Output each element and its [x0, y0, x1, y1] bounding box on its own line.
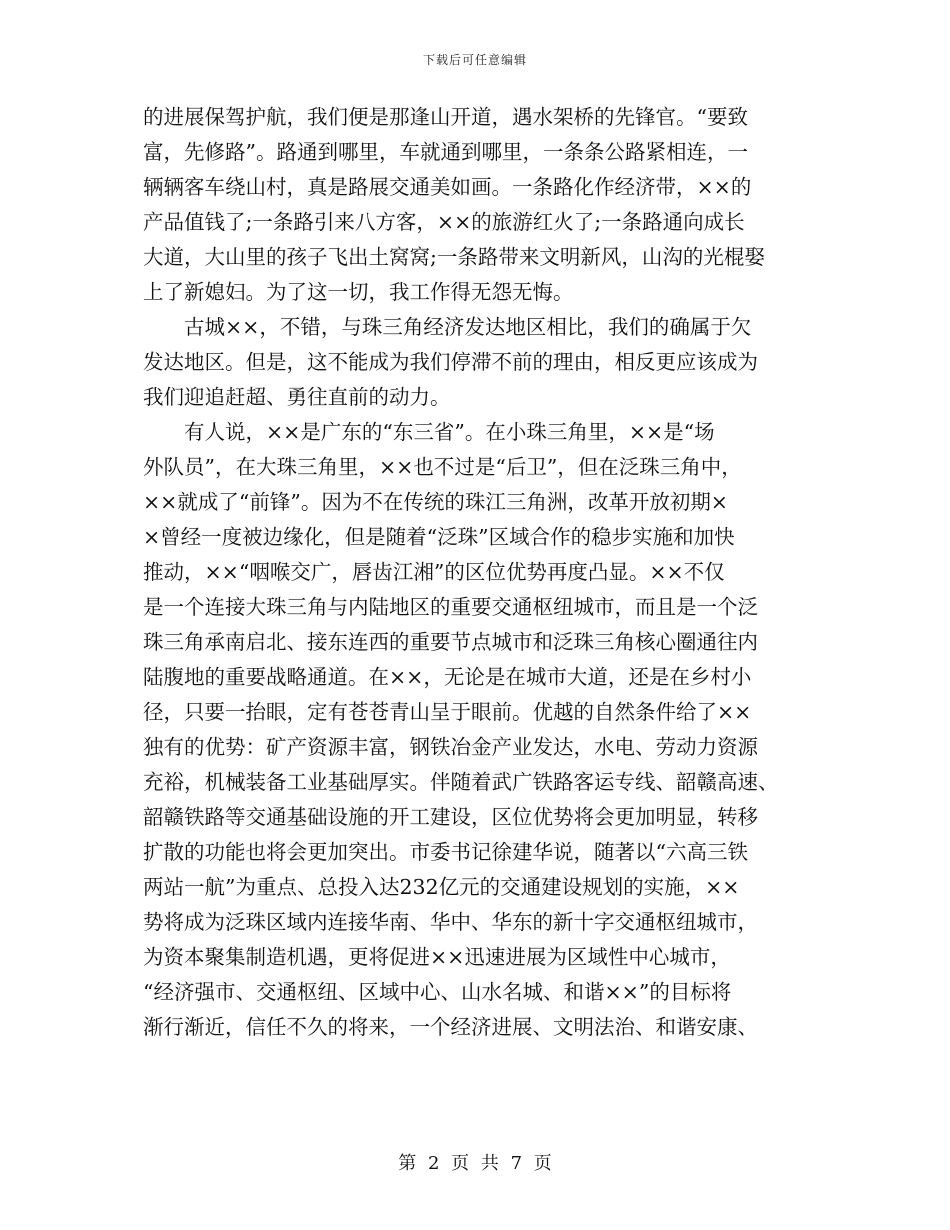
body-line: 外队员”，在大珠三角里，××也不过是“后卫”，但在泛珠三角中， — [143, 455, 742, 479]
total-unit-label: 页 — [533, 1153, 552, 1174]
body-line: “经济强市、交通枢纽、区域中心、山水名城、和谐××”的目标将 — [143, 980, 732, 1004]
body-line: 我们迎追赶超、勇往直前的动力。 — [143, 385, 451, 409]
body-line: 扩散的功能也将会更加突出。市委书记徐建华说，随著以“六高三铁 — [143, 840, 748, 864]
body-line: ×曾经一度被边缘化，但是随着“泛珠”区域合作的稳步实施和加快 — [143, 525, 735, 549]
body-line: 势将成为泛珠区域内连接华南、华中、华东的新十字交通枢纽城市， — [143, 910, 758, 934]
total-pages-number: 7 — [510, 1153, 523, 1174]
body-line: 陆腹地的重要战略通道。在××，无论是在城市大道，还是在乡村小 — [143, 665, 752, 689]
body-line: 大道，大山里的孩子飞出土窝窝;一条路带来文明新风，山沟的光棍娶 — [143, 245, 765, 269]
body-line: 珠三角承南启北、接东连西的重要节点城市和泛珠三角核心圈通往内 — [143, 630, 758, 654]
body-line: 古城××，不错，与珠三角经济发达地区相比，我们的确属于欠 — [143, 315, 752, 339]
body-line: 韶赣铁路等交通基础设施的开工建设，区位优势将会更加明显，转移 — [143, 805, 758, 829]
body-line: 辆辆客车绕山村，真是路展交通美如画。一条路化作经济带，××的 — [143, 175, 752, 199]
body-line: 两站一航”为重点、总投入达232亿元的交通建设规划的实施，×× — [143, 875, 740, 899]
page-footer — [0, 1152, 950, 1176]
body-line: 富，先修路”。路通到哪里，车就通到哪里，一条条公路紧相连，一 — [143, 140, 748, 164]
body-line: 的进展保驾护航，我们便是那逢山开道，遇水架桥的先锋官。“要致 — [143, 105, 748, 129]
page-header: 下载后可任意编辑 — [422, 53, 527, 67]
body-line: 推动，××“咽喉交广，唇齿江湘”的区位优势再度凸显。××不仅 — [143, 560, 725, 584]
body-line: 是一个连接大珠三角与内陆地区的重要交通枢纽城市，而且是一个泛 — [143, 595, 758, 619]
document-body — [143, 100, 793, 1045]
body-line: 发达地区。但是，这不能成为我们停滞不前的理由，相反更应该成为 — [143, 350, 758, 374]
body-line: ××就成了“前锋”。因为不在传统的珠江三角洲，改革开放初期× — [143, 490, 728, 514]
body-line: 有人说，××是广东的“东三省”。在小珠三角里，××是“场 — [143, 420, 715, 444]
total-label: 共 — [480, 1153, 499, 1174]
body-line: 产品值钱了;一条路引来八方客，××的旅游红火了;一条路通向成长 — [143, 210, 745, 234]
body-line: 径，只要一抬眼，定有苍苍青山呈于眼前。优越的自然条件给了×× — [143, 700, 752, 724]
page-unit-label: 页 — [451, 1153, 470, 1174]
body-line: 充裕，机械装备工业基础厚实。伴随着武广铁路客运专线、韶赣高速、 — [143, 770, 779, 794]
body-line: 独有的优势：矿产资源丰富，钢铁冶金产业发达，水电、劳动力资源 — [143, 735, 758, 759]
page-label: 第 — [398, 1153, 417, 1174]
body-line: 为资本聚集制造机遇，更将促进××迅速进展为区域性中心城市， — [143, 945, 731, 969]
body-line: 上了新媳妇。为了这一切，我工作得无怨无悔。 — [143, 280, 574, 304]
body-line: 渐行渐近，信任不久的将来，一个经济进展、文明法治、和谐安康、 — [143, 1015, 758, 1039]
current-page-number: 2 — [427, 1153, 440, 1174]
